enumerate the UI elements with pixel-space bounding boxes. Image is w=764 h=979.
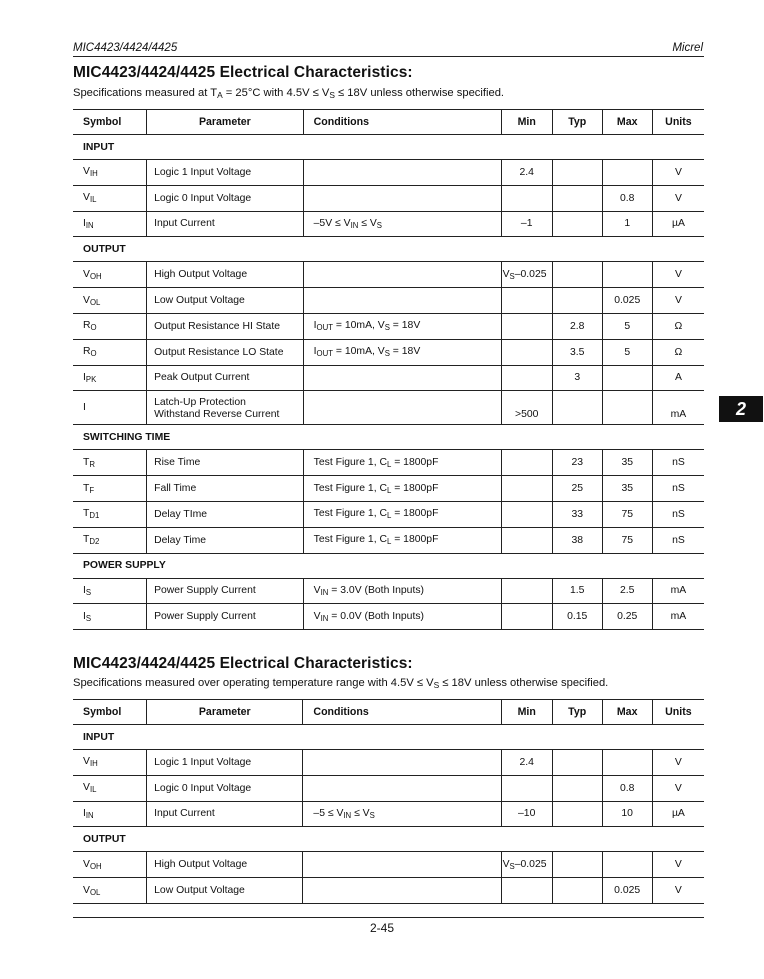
- symbol-cell: I: [83, 402, 86, 414]
- parameter-cell: Delay TIme: [147, 501, 304, 527]
- table-row: [73, 160, 704, 186]
- typ-cell: [552, 185, 602, 211]
- symbol-cell: $I_S$: [83, 584, 92, 597]
- max-cell: [602, 365, 652, 391]
- conditions-cell: [303, 185, 501, 211]
- max-cell: 1: [602, 211, 652, 237]
- table2-subtitle: Specifications measured over operating temperature range with $4.5V \le V_S \le 18V$ unless otherwise specified.: [73, 677, 609, 691]
- parameter-cell: Power Supply Current: [147, 604, 304, 630]
- table-row: [73, 604, 704, 630]
- typ-cell: 2.8: [552, 313, 602, 339]
- symbol-cell: $T_{D1}$: [83, 508, 100, 521]
- symbol-cell: $I_{IN}$: [83, 218, 94, 230]
- header-parameter: Parameter: [147, 700, 303, 725]
- min-cell: [501, 578, 552, 604]
- min-cell: [501, 313, 552, 339]
- max-cell: [602, 160, 652, 186]
- typ-cell: 25: [552, 476, 602, 502]
- parameter-cell: High Output Voltage: [147, 852, 303, 878]
- section-row: [73, 553, 704, 578]
- typ-cell: 1.5: [552, 578, 602, 604]
- header-right: Micrel: [672, 42, 703, 54]
- conditions-cell: $V_{IN} = 3.0V$ (Both Inputs): [303, 578, 501, 604]
- min-cell: –1: [501, 211, 552, 237]
- units-cell: mA: [652, 391, 704, 425]
- units-cell: Ω: [652, 339, 704, 365]
- table-row: [73, 211, 704, 237]
- symbol-cell: $T_{D2}$: [83, 534, 100, 547]
- max-cell: [602, 852, 652, 878]
- conditions-cell: [303, 878, 501, 904]
- typ-cell: [552, 750, 602, 776]
- min-cell: 2.4: [501, 160, 552, 186]
- conditions-cell: $I_{OUT} = 10mA$, $V_S = 18V$: [303, 339, 501, 365]
- parameter-cell: Output Resistance LO State: [147, 339, 304, 365]
- max-cell: 35: [602, 450, 652, 476]
- table-row: [73, 365, 704, 391]
- table-body: [73, 135, 704, 630]
- header-left: MIC4423/4424/4425: [73, 42, 178, 54]
- parameter-cell: Logic 1 Input Voltage: [147, 750, 303, 776]
- conditions-cell: [303, 775, 501, 801]
- symbol-cell: $V_{OL}$: [83, 884, 101, 897]
- section-label: INPUT: [73, 135, 704, 160]
- max-cell: 75: [602, 527, 652, 553]
- max-cell: [602, 750, 652, 776]
- table-row: [73, 476, 704, 502]
- units-cell: V: [652, 775, 704, 801]
- min-cell: [501, 775, 552, 801]
- table-row: [73, 339, 704, 365]
- header-rule: [73, 56, 704, 57]
- parameter-cell: Input Current: [147, 211, 304, 237]
- typ-cell: [552, 211, 602, 237]
- section-row: [73, 827, 704, 852]
- symbol-cell: $T_F$: [83, 482, 95, 495]
- symbol-cell: $I_{IN}$: [83, 808, 94, 820]
- header-max: Max: [602, 110, 652, 135]
- section-row: [73, 135, 704, 160]
- typ-cell: 33: [552, 501, 602, 527]
- header-units: Units: [652, 110, 704, 135]
- table-body: [73, 725, 704, 904]
- typ-cell: 38: [552, 527, 602, 553]
- max-cell: [602, 391, 652, 425]
- table2-title: MIC4423/4424/4425 Electrical Characteristics:: [73, 655, 413, 672]
- conditions-cell: [303, 365, 501, 391]
- units-cell: V: [652, 262, 704, 288]
- symbol-cell: $V_{OH}$: [83, 858, 102, 871]
- parameter-cell: Power Supply Current: [147, 578, 304, 604]
- min-cell: [501, 339, 552, 365]
- section-label: OUTPUT: [73, 237, 704, 262]
- header-conditions: Conditions: [303, 700, 501, 725]
- conditions-cell: [303, 288, 501, 314]
- table-row: [73, 878, 704, 904]
- conditions-cell: Test Figure 1, $C_L = 1800pF$: [303, 476, 501, 502]
- symbol-cell: $T_R$: [83, 456, 95, 469]
- units-cell: V: [652, 878, 704, 904]
- table-row: [73, 501, 704, 527]
- section-row: [73, 725, 704, 750]
- table-row: [73, 852, 704, 878]
- parameter-cell: Latch-Up Protection Withstand Reverse Current: [147, 391, 304, 425]
- table-row: [73, 262, 704, 288]
- typ-cell: [552, 852, 602, 878]
- section-label: OUTPUT: [73, 827, 704, 852]
- header-max: Max: [602, 700, 652, 725]
- conditions-cell: $V_{IN} = 0.0V$ (Both Inputs): [303, 604, 501, 630]
- min-cell: $V_S-0.025$: [501, 852, 552, 878]
- min-cell: [501, 450, 552, 476]
- header-symbol: Symbol: [83, 116, 122, 128]
- symbol-cell: $I_{PK}$: [83, 372, 97, 384]
- symbol-cell: $V_{OL}$: [83, 294, 101, 307]
- symbol-cell: $I_S$: [83, 610, 92, 623]
- units-cell: A: [652, 365, 704, 391]
- table-header: [73, 110, 704, 135]
- conditions-cell: [303, 852, 501, 878]
- units-cell: V: [652, 160, 704, 186]
- conditions-cell: [303, 750, 501, 776]
- max-cell: 0.25: [602, 604, 652, 630]
- conditions-cell: $I_{OUT} = 10mA$, $V_S = 18V$: [303, 313, 501, 339]
- typ-cell: [552, 878, 602, 904]
- units-cell: V: [652, 750, 704, 776]
- header-symbol: Symbol: [83, 706, 122, 718]
- parameter-cell: Peak Output Current: [147, 365, 304, 391]
- table-row: [73, 288, 704, 314]
- parameter-cell: Logic 1 Input Voltage: [147, 160, 304, 186]
- parameter-cell: Delay Time: [147, 527, 304, 553]
- section-row: [73, 237, 704, 262]
- min-cell: [501, 604, 552, 630]
- symbol-cell: $V_{IH}$: [83, 756, 98, 769]
- parameter-cell: Low Output Voltage: [147, 288, 304, 314]
- table1-subtitle: Specifications measured at $T_A = 25^\circ C$ with $4.5V \le V_S \le 18V$ unless otherwise specified.: [73, 87, 505, 101]
- header-min: Min: [501, 110, 552, 135]
- table-row: [73, 527, 704, 553]
- min-cell: –10: [501, 801, 552, 827]
- units-cell: µA: [652, 211, 704, 237]
- conditions-cell: Test Figure 1, $C_L = 1800pF$: [303, 501, 501, 527]
- min-cell: $V_S-0.025$: [501, 262, 552, 288]
- units-cell: V: [652, 288, 704, 314]
- table-row: [73, 391, 704, 425]
- parameter-cell: Fall Time: [147, 476, 304, 502]
- min-cell: [501, 501, 552, 527]
- conditions-cell: Test Figure 1, $C_L = 1800pF$: [303, 527, 501, 553]
- header-conditions: Conditions: [303, 110, 501, 135]
- parameter-cell: Input Current: [147, 801, 303, 827]
- units-cell: V: [652, 852, 704, 878]
- max-cell: 10: [602, 801, 652, 827]
- table-row: [73, 750, 704, 776]
- max-cell: 5: [602, 313, 652, 339]
- max-cell: [602, 262, 652, 288]
- table-row: [73, 450, 704, 476]
- section-row: [73, 425, 704, 450]
- header-min: Min: [501, 700, 552, 725]
- units-cell: nS: [652, 476, 704, 502]
- max-cell: 2.5: [602, 578, 652, 604]
- conditions-cell: [303, 160, 501, 186]
- typ-cell: [552, 391, 602, 425]
- table1-title: MIC4423/4424/4425 Electrical Characteristics:: [73, 64, 413, 81]
- symbol-cell: $R_O$: [83, 320, 97, 333]
- max-cell: 75: [602, 501, 652, 527]
- header-typ: Typ: [552, 700, 602, 725]
- symbol-cell: $V_{IL}$: [83, 192, 97, 205]
- table1: [73, 109, 704, 630]
- max-cell: 0.025: [602, 288, 652, 314]
- section-label: SWITCHING TIME: [73, 425, 704, 450]
- max-cell: 35: [602, 476, 652, 502]
- table2: [73, 699, 704, 904]
- typ-cell: [552, 160, 602, 186]
- typ-cell: [552, 262, 602, 288]
- max-cell: 5: [602, 339, 652, 365]
- header-row: [73, 110, 704, 135]
- table-row: [73, 801, 704, 827]
- parameter-cell: Logic 0 Input Voltage: [147, 185, 304, 211]
- units-cell: µA: [652, 801, 704, 827]
- table-row: [73, 185, 704, 211]
- units-cell: V: [652, 185, 704, 211]
- parameter-cell: Logic 0 Input Voltage: [147, 775, 303, 801]
- min-cell: [501, 365, 552, 391]
- units-cell: nS: [652, 527, 704, 553]
- section-label: POWER SUPPLY: [73, 553, 704, 578]
- symbol-cell: $V_{IL}$: [83, 782, 97, 795]
- typ-cell: [552, 775, 602, 801]
- symbol-cell: $R_O$: [83, 346, 97, 359]
- table-header: [73, 700, 704, 725]
- footer-rule: [73, 917, 704, 918]
- typ-cell: 3: [552, 365, 602, 391]
- typ-cell: [552, 801, 602, 827]
- section-label: INPUT: [73, 725, 704, 750]
- max-cell: 0.8: [602, 775, 652, 801]
- max-cell: 0.8: [602, 185, 652, 211]
- header-row: [73, 700, 704, 725]
- parameter-cell: Low Output Voltage: [147, 878, 303, 904]
- page-number: 2-45: [369, 921, 395, 935]
- section-tab: 2: [719, 396, 763, 422]
- units-cell: nS: [652, 450, 704, 476]
- table-row: [73, 578, 704, 604]
- min-cell: >500: [501, 391, 552, 425]
- units-cell: mA: [652, 604, 704, 630]
- header-units: Units: [652, 700, 704, 725]
- typ-cell: 0.15: [552, 604, 602, 630]
- running-header: [73, 42, 703, 54]
- min-cell: [501, 476, 552, 502]
- table-row: [73, 313, 704, 339]
- units-cell: Ω: [652, 313, 704, 339]
- conditions-cell: Test Figure 1, $C_L = 1800pF$: [303, 450, 501, 476]
- min-cell: 2.4: [501, 750, 552, 776]
- header-typ: Typ: [552, 110, 602, 135]
- min-cell: [501, 878, 552, 904]
- parameter-cell: Output Resistance HI State: [147, 313, 304, 339]
- table-row: [73, 775, 704, 801]
- max-cell: 0.025: [602, 878, 652, 904]
- conditions-cell: [303, 262, 501, 288]
- min-cell: [501, 288, 552, 314]
- min-cell: [501, 527, 552, 553]
- symbol-cell: $V_{IH}$: [83, 166, 98, 179]
- conditions-cell: $-5V \le V_{IN} \le V_S$: [303, 211, 501, 237]
- units-cell: mA: [652, 578, 704, 604]
- conditions-cell: $-5 \le V_{IN} \le V_S$: [303, 801, 501, 827]
- header-parameter: Parameter: [147, 110, 304, 135]
- symbol-cell: $V_{OH}$: [83, 268, 102, 281]
- min-cell: [501, 185, 552, 211]
- typ-cell: 3.5: [552, 339, 602, 365]
- units-cell: nS: [652, 501, 704, 527]
- typ-cell: 23: [552, 450, 602, 476]
- parameter-cell: Rise Time: [147, 450, 304, 476]
- parameter-cell: High Output Voltage: [147, 262, 304, 288]
- typ-cell: [552, 288, 602, 314]
- conditions-cell: [303, 391, 501, 425]
